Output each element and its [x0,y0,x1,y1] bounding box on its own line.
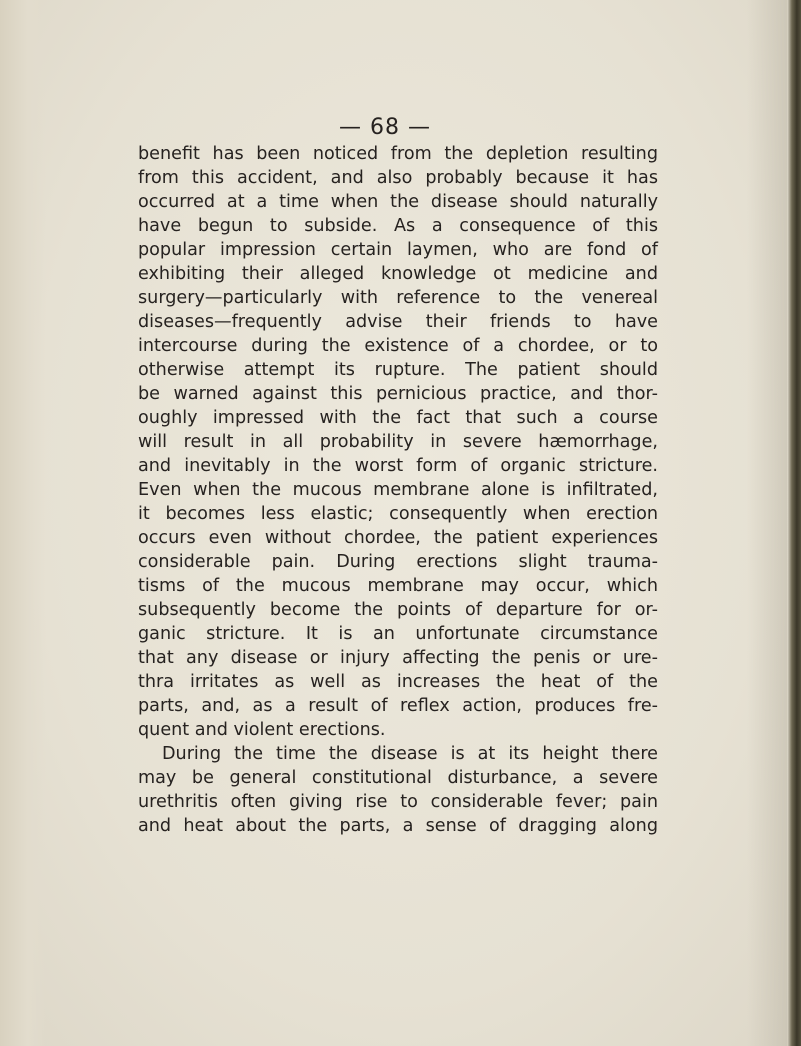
text-line: exhibiting their alleged knowledge ot medicine and [138,264,658,284]
text-line: may be general constitutional disturbance, a severe [138,768,658,788]
text-line-paragraph-start: During the time the disease is at its height there [162,744,658,764]
text-line: popular impression certain laymen, who are fond of [138,240,658,260]
text-line: from this accident, and also probably because it has [138,168,658,188]
text-line: intercourse during the existence of a chordee, or to [138,336,658,356]
text-line-paragraph-end: quent and violent erections. [138,720,386,740]
book-spine-edge [787,0,801,1046]
text-line: tisms of the mucous membrane may occur, which [138,576,658,596]
text-line: Even when the mucous membrane alone is infiltrated, [138,480,658,500]
text-line: diseases—frequently advise their friends to have [138,312,658,332]
text-line: considerable pain. During erections slight trauma- [138,552,658,572]
text-line: occurred at a time when the disease should naturally [138,192,658,212]
text-line: oughly impressed with the fact that such a course [138,408,658,428]
text-line: it becomes less elastic; consequently when erection [138,504,658,524]
text-line: parts, and, as a result of reflex action, produces fre- [138,696,658,716]
text-line: otherwise attempt its rupture. The patient should [138,360,658,380]
body-text [138,142,658,838]
text-line: benefit has been noticed from the depletion resulting [138,144,658,164]
text-line: have begun to subside. As a consequence of this [138,216,658,236]
text-line: be warned against this pernicious practice, and thor- [138,384,658,404]
text-line: that any disease or injury affecting the penis or ure- [138,648,658,668]
text-line: occurs even without chordee, the patient experiences [138,528,658,548]
text-line: and heat about the parts, a sense of dragging along [138,816,658,836]
text-line: subsequently become the points of departure for or- [138,600,658,620]
text-line: will result in all probability in severe hæmorrhage, [138,432,658,452]
text-line: and inevitably in the worst form of organic stricture. [138,456,658,476]
page-right-shadow [747,0,787,1046]
text-line: thra irritates as well as increases the heat of the [138,672,658,692]
page-left-edge [0,0,46,1046]
text-line: ganic stricture. It is an unfortunate circumstance [138,624,658,644]
page-number: — 68 — [339,115,431,140]
text-line: urethritis often giving rise to considerable fever; pain [138,792,658,812]
text-line: surgery—particularly with reference to the venereal [138,288,658,308]
